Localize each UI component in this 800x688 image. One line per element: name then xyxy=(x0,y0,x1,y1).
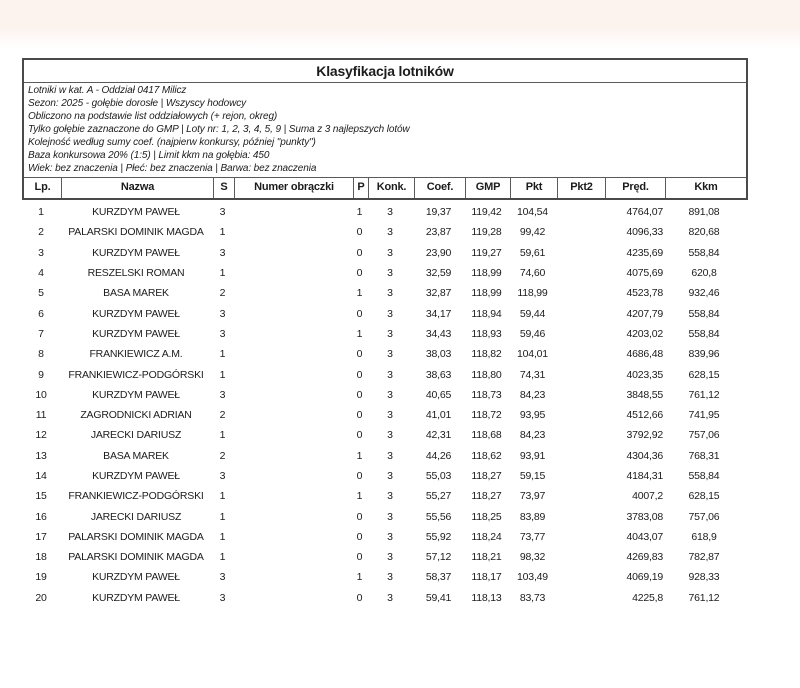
cell-coef: 58,37 xyxy=(425,571,452,584)
cell-p: 0 xyxy=(356,307,363,320)
cell-pkt: 59,44 xyxy=(519,307,546,320)
table-row xyxy=(22,446,748,466)
cell-gmp: 118,72 xyxy=(471,409,502,422)
table-row xyxy=(22,222,748,242)
cell-pred: 4523,78 xyxy=(626,287,663,300)
cell-lp: 15 xyxy=(35,490,47,503)
cell-p: 0 xyxy=(356,530,363,543)
cell-kkm: 757,06 xyxy=(688,510,720,523)
cell-nazwa: FRANKIEWICZ-PODGÓRSKI xyxy=(68,368,204,381)
table-row xyxy=(22,202,748,222)
cell-gmp: 119,27 xyxy=(471,246,502,259)
cell-coef: 38,63 xyxy=(425,368,452,381)
cell-konk: 3 xyxy=(387,429,393,442)
cell-kkm: 628,15 xyxy=(688,490,720,503)
cell-p: 1 xyxy=(356,449,363,462)
cell-gmp: 118,93 xyxy=(471,327,502,340)
table-row xyxy=(22,567,748,587)
cell-lp: 10 xyxy=(35,388,47,401)
cell-pred: 3792,92 xyxy=(626,429,663,442)
cell-gmp: 118,62 xyxy=(471,449,502,462)
column-header-s: S xyxy=(214,178,235,198)
cell-coef: 34,17 xyxy=(425,307,452,320)
table-row xyxy=(22,588,748,608)
results-table-body xyxy=(22,202,748,608)
table-row xyxy=(22,364,748,384)
cell-gmp: 118,68 xyxy=(471,429,502,442)
cell-pred: 4225,8 xyxy=(632,591,663,604)
cell-coef: 55,03 xyxy=(425,470,452,482)
report-header-box xyxy=(22,58,748,200)
cell-coef: 32,59 xyxy=(425,267,452,280)
table-row xyxy=(22,486,748,506)
table-row xyxy=(22,527,748,547)
cell-kkm: 761,12 xyxy=(688,591,720,604)
cell-lp: 5 xyxy=(38,287,44,300)
column-header-pkt: Pkt xyxy=(511,178,558,198)
cell-pred: 3848,55 xyxy=(626,388,663,401)
cell-kkm: 558,84 xyxy=(688,307,720,320)
info-line: Sezon: 2025 - gołębie dorosłe | Wszyscy hodowcy xyxy=(28,98,247,109)
cell-p: 1 xyxy=(356,490,363,503)
cell-konk: 3 xyxy=(387,327,393,340)
column-header-coef: Coef. xyxy=(415,178,466,198)
cell-lp: 14 xyxy=(35,470,47,482)
cell-pkt: 104,01 xyxy=(517,348,548,361)
cell-lp: 9 xyxy=(38,368,44,381)
cell-lp: 20 xyxy=(35,591,47,604)
column-header-pkt2: Pkt2 xyxy=(558,178,606,198)
cell-coef: 59,41 xyxy=(425,591,452,604)
cell-pred: 4043,07 xyxy=(626,530,663,543)
cell-s: 2 xyxy=(219,409,226,422)
cell-gmp: 118,99 xyxy=(471,287,502,300)
cell-lp: 8 xyxy=(38,348,44,361)
cell-s: 1 xyxy=(219,530,226,543)
cell-pkt: 84,23 xyxy=(519,429,546,442)
cell-pred: 4007,2 xyxy=(632,490,663,503)
cell-lp: 7 xyxy=(38,327,44,340)
cell-coef: 23,90 xyxy=(425,246,452,259)
cell-lp: 1 xyxy=(38,206,44,219)
cell-pkt: 93,91 xyxy=(519,449,546,462)
cell-p: 0 xyxy=(356,409,363,422)
cell-p: 0 xyxy=(356,591,363,604)
cell-konk: 3 xyxy=(387,388,393,401)
cell-s: 3 xyxy=(219,307,226,320)
cell-konk: 3 xyxy=(387,409,393,422)
cell-pkt: 73,77 xyxy=(519,530,546,543)
cell-lp: 4 xyxy=(38,267,44,280)
table-row xyxy=(22,283,748,303)
table-row xyxy=(22,344,748,364)
cell-coef: 55,27 xyxy=(425,490,452,503)
cell-nazwa: KURZDYM PAWEŁ xyxy=(92,307,180,320)
cell-pred: 3783,08 xyxy=(626,510,663,523)
info-line: Baza konkursowa 20% (1:5) | Limit kkm na gołębia: 450 xyxy=(28,150,270,161)
cell-kkm: 558,84 xyxy=(688,246,720,259)
cell-pkt: 83,89 xyxy=(519,510,546,523)
cell-s: 1 xyxy=(219,490,226,503)
cell-pred: 4096,33 xyxy=(626,226,663,239)
cell-p: 1 xyxy=(356,206,363,219)
cell-gmp: 118,73 xyxy=(471,388,502,401)
classification-report xyxy=(22,58,748,608)
cell-p: 0 xyxy=(356,348,363,361)
cell-s: 2 xyxy=(219,287,226,300)
cell-coef: 41,01 xyxy=(425,409,452,422)
cell-p: 0 xyxy=(356,267,363,280)
cell-kkm: 741,95 xyxy=(688,409,720,422)
cell-pred: 4269,83 xyxy=(626,551,663,564)
page-top-band xyxy=(0,0,800,48)
info-line: Obliczono na podstawie list oddziałowych (+ rejon, okreg) xyxy=(28,111,278,122)
cell-nazwa: KURZDYM PAWEŁ xyxy=(92,206,180,219)
cell-gmp: 118,17 xyxy=(471,571,502,584)
cell-konk: 3 xyxy=(387,307,393,320)
column-header-lp: Lp. xyxy=(24,178,62,198)
cell-pred: 4069,19 xyxy=(626,571,663,584)
cell-kkm: 932,46 xyxy=(688,287,720,300)
cell-pred: 4203,02 xyxy=(626,327,663,340)
cell-p: 1 xyxy=(356,287,363,300)
cell-konk: 3 xyxy=(387,591,393,604)
cell-kkm: 761,12 xyxy=(688,388,720,401)
cell-lp: 12 xyxy=(35,429,47,442)
cell-konk: 3 xyxy=(387,551,393,564)
cell-kkm: 891,08 xyxy=(688,206,720,219)
cell-p: 0 xyxy=(356,246,363,259)
cell-kkm: 928,33 xyxy=(688,571,720,584)
cell-lp: 17 xyxy=(35,530,47,543)
column-header-pred: Pręd. xyxy=(606,178,666,198)
cell-pkt: 104,54 xyxy=(517,206,548,219)
cell-gmp: 118,25 xyxy=(471,510,502,523)
cell-s: 3 xyxy=(219,206,226,219)
cell-nazwa: PALARSKI DOMINIK MAGDA xyxy=(68,551,204,564)
cell-coef: 19,37 xyxy=(425,206,452,219)
cell-konk: 3 xyxy=(387,470,393,482)
cell-kkm: 839,96 xyxy=(688,348,720,361)
cell-lp: 13 xyxy=(35,449,47,462)
cell-pred: 4184,31 xyxy=(626,470,663,482)
cell-s: 3 xyxy=(219,470,226,482)
cell-pred: 4207,79 xyxy=(626,307,663,320)
report-info-block xyxy=(24,83,746,178)
cell-konk: 3 xyxy=(387,287,393,300)
cell-lp: 2 xyxy=(38,226,44,239)
column-header-kkm: Kkm xyxy=(694,181,718,193)
cell-coef: 55,92 xyxy=(425,530,452,543)
info-line: Wiek: bez znaczenia | Płeć: bez znaczenia | Barwa: bez znaczenia xyxy=(28,163,317,174)
table-row xyxy=(22,263,748,283)
cell-kkm: 628,15 xyxy=(688,368,720,381)
cell-pkt: 74,31 xyxy=(519,368,546,381)
cell-kkm: 558,84 xyxy=(688,470,720,482)
cell-nazwa: KURZDYM PAWEŁ xyxy=(92,388,180,401)
cell-nazwa: RESZELSKI ROMAN xyxy=(87,267,185,280)
cell-kkm: 782,87 xyxy=(688,551,720,564)
cell-p: 1 xyxy=(356,327,363,340)
table-row xyxy=(22,385,748,405)
cell-pkt: 103,49 xyxy=(517,571,548,584)
cell-s: 1 xyxy=(219,429,226,442)
cell-gmp: 118,24 xyxy=(471,530,502,543)
cell-konk: 3 xyxy=(387,571,393,584)
cell-coef: 40,65 xyxy=(425,388,452,401)
column-header-konk: Konk. xyxy=(369,178,415,198)
table-row xyxy=(22,303,748,323)
cell-nazwa: KURZDYM PAWEŁ xyxy=(92,327,180,340)
table-row xyxy=(22,243,748,263)
cell-nazwa: JARECKI DARIUSZ xyxy=(90,429,182,442)
cell-p: 1 xyxy=(356,571,363,584)
cell-pkt: 99,42 xyxy=(519,226,546,239)
cell-gmp: 118,82 xyxy=(471,348,502,361)
cell-gmp: 119,28 xyxy=(471,226,502,239)
cell-coef: 55,56 xyxy=(425,510,452,523)
cell-pkt: 59,61 xyxy=(519,246,546,259)
cell-nazwa: ZAGRODNICKI ADRIAN xyxy=(80,409,192,422)
cell-kkm: 768,31 xyxy=(688,449,720,462)
cell-konk: 3 xyxy=(387,206,393,219)
cell-pkt: 93,95 xyxy=(519,409,546,422)
cell-gmp: 118,94 xyxy=(471,307,502,320)
cell-lp: 3 xyxy=(38,246,44,259)
cell-kkm: 757,06 xyxy=(688,429,720,442)
cell-p: 0 xyxy=(356,470,363,482)
cell-pred: 4023,35 xyxy=(626,368,663,381)
cell-lp: 6 xyxy=(38,307,44,320)
cell-p: 0 xyxy=(356,551,363,564)
cell-s: 1 xyxy=(219,368,226,381)
cell-nazwa: FRANKIEWICZ A.M. xyxy=(89,348,183,361)
cell-konk: 3 xyxy=(387,490,393,503)
info-line: Kolejność według sumy coef. (najpierw konkursy, później "punkty") xyxy=(28,137,316,148)
table-row xyxy=(22,425,748,445)
cell-lp: 11 xyxy=(35,409,47,422)
cell-kkm: 618,9 xyxy=(691,530,717,543)
table-row xyxy=(22,324,748,344)
cell-konk: 3 xyxy=(387,510,393,523)
cell-pkt: 74,60 xyxy=(519,267,546,280)
cell-konk: 3 xyxy=(387,368,393,381)
cell-konk: 3 xyxy=(387,246,393,259)
cell-nazwa: PALARSKI DOMINIK MAGDA xyxy=(68,530,204,543)
cell-nazwa: KURZDYM PAWEŁ xyxy=(92,571,180,584)
cell-lp: 19 xyxy=(35,571,47,584)
cell-s: 3 xyxy=(219,388,226,401)
cell-kkm: 620,8 xyxy=(691,267,717,280)
cell-p: 0 xyxy=(356,226,363,239)
cell-gmp: 118,80 xyxy=(471,368,502,381)
cell-pkt: 98,32 xyxy=(519,551,546,564)
cell-s: 3 xyxy=(219,571,226,584)
cell-coef: 23,87 xyxy=(425,226,452,239)
cell-s: 2 xyxy=(219,449,226,462)
cell-coef: 32,87 xyxy=(425,287,452,300)
cell-s: 3 xyxy=(219,246,226,259)
cell-pred: 4764,07 xyxy=(626,206,663,219)
cell-pkt: 59,15 xyxy=(519,470,546,482)
cell-coef: 57,12 xyxy=(425,551,452,564)
cell-coef: 34,43 xyxy=(425,327,452,340)
cell-gmp: 118,99 xyxy=(471,267,502,280)
cell-pred: 4686,48 xyxy=(626,348,663,361)
cell-coef: 42,31 xyxy=(425,429,452,442)
cell-nazwa: BASA MAREK xyxy=(103,287,169,300)
cell-gmp: 118,27 xyxy=(471,470,502,482)
cell-pred: 4512,66 xyxy=(626,409,663,422)
cell-p: 0 xyxy=(356,368,363,381)
cell-pred: 4075,69 xyxy=(626,267,663,280)
column-header-gmp: GMP xyxy=(466,178,511,198)
column-header-nazwa: Nazwa xyxy=(62,178,214,198)
results-table-header xyxy=(24,178,746,198)
cell-p: 0 xyxy=(356,429,363,442)
cell-s: 1 xyxy=(219,551,226,564)
cell-gmp: 118,27 xyxy=(471,490,502,503)
cell-konk: 3 xyxy=(387,226,393,239)
cell-coef: 44,26 xyxy=(425,449,452,462)
cell-gmp: 118,13 xyxy=(471,591,502,604)
cell-s: 1 xyxy=(219,348,226,361)
cell-s: 3 xyxy=(219,591,226,604)
cell-pkt: 59,46 xyxy=(519,327,546,340)
table-row xyxy=(22,405,748,425)
cell-konk: 3 xyxy=(387,267,393,280)
cell-lp: 18 xyxy=(35,551,47,564)
cell-s: 1 xyxy=(219,267,226,280)
cell-gmp: 118,21 xyxy=(471,551,502,564)
cell-konk: 3 xyxy=(387,530,393,543)
cell-konk: 3 xyxy=(387,348,393,361)
cell-nazwa: KURZDYM PAWEŁ xyxy=(92,591,180,604)
table-row xyxy=(22,506,748,526)
info-line: Tylko gołębie zaznaczone do GMP | Loty nr: 1, 2, 3, 4, 5, 9 | Suma z 3 najlepszych lotów xyxy=(28,124,410,135)
column-header-ring: Numer obrączki xyxy=(235,178,354,198)
cell-kkm: 558,84 xyxy=(688,327,720,340)
table-row xyxy=(22,466,748,486)
cell-p: 0 xyxy=(356,510,363,523)
cell-s: 3 xyxy=(219,327,226,340)
cell-pkt: 83,73 xyxy=(519,591,546,604)
cell-pkt: 84,23 xyxy=(519,388,546,401)
column-header-p: P xyxy=(354,178,369,198)
cell-s: 1 xyxy=(219,226,226,239)
cell-gmp: 119,42 xyxy=(471,206,502,219)
cell-kkm: 820,68 xyxy=(688,226,720,239)
cell-coef: 38,03 xyxy=(425,348,452,361)
cell-nazwa: KURZDYM PAWEŁ xyxy=(92,246,180,259)
report-title: Klasyfikacja lotników xyxy=(24,60,746,83)
cell-pkt: 118,99 xyxy=(517,287,548,300)
cell-p: 0 xyxy=(356,388,363,401)
cell-nazwa: FRANKIEWICZ-PODGÓRSKI xyxy=(68,490,204,503)
cell-nazwa: PALARSKI DOMINIK MAGDA xyxy=(68,226,204,239)
cell-nazwa: JARECKI DARIUSZ xyxy=(90,510,182,523)
cell-nazwa: KURZDYM PAWEŁ xyxy=(92,470,180,482)
cell-nazwa: BASA MAREK xyxy=(103,449,169,462)
cell-pred: 4235,69 xyxy=(626,246,663,259)
table-row xyxy=(22,547,748,567)
cell-pkt: 73,97 xyxy=(519,490,546,503)
cell-pred: 4304,36 xyxy=(626,449,663,462)
cell-konk: 3 xyxy=(387,449,393,462)
info-line: Lotniki w kat. A - Oddział 0417 Milicz xyxy=(28,85,187,96)
cell-lp: 16 xyxy=(35,510,47,523)
cell-s: 1 xyxy=(219,510,226,523)
